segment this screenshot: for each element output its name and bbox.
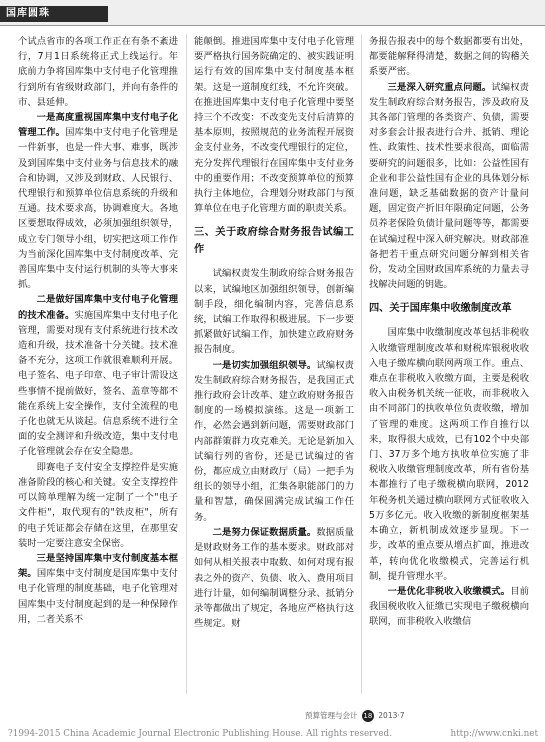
paragraph-lead: 二是做好国库集中支付电子化管理的技术准备。 (18, 294, 178, 321)
copyright-bar (8, 729, 538, 739)
paragraph (18, 551, 178, 627)
header-rule (0, 25, 545, 26)
paragraph (18, 110, 178, 292)
column-2 (194, 34, 354, 631)
copyright-url: http://www.cnki.net (450, 729, 538, 739)
column-3 (369, 34, 529, 630)
footer-info (305, 710, 405, 722)
paragraph (18, 292, 178, 459)
paragraph-lead: 三是深入研究重点问题。 (387, 81, 492, 93)
paragraph-body: 试编权责发生制政府综合财务报告，是我国正式推行政府会计改革、建立政府财务报告制度的一场模拟演练。这是一项新工作，必然会遇到新问题，需要财政部门内部群策群力攻克难关。无论是新加入试编行列的省份，还是已试编过的省份，都应成立由财政厅（局）一把手为组长的领导小组，汇集各职能部门的力量和智慧，确保圆满完成试编工作任务。 (194, 359, 354, 523)
paragraph-body: 数据质量是财政财务工作的基本要求。财政部对如何从相关报表中取数、如何对现有报表之外的资产、负债、收入、费用项目进行计量，如何编制调整分录、抵销分录等都做出了规定，各地应严格执行这些规定。财 (194, 526, 354, 630)
paragraph-body: 实施国库集中支付电子化管理，需要对现有支付系统进行技术改造和升级，技术准备十分关键。技术准备不充分，这项工作就很难顺利开展。电子签名、电子印章、电子审计需设这些事情不提前做好，签名、盖章等都不能在系统上安全操作，支付全流程的电子化也就无从谈起。信息系统不进行全面的安全测评和升级改造，集中支付电子化管理就会存在安全隐患。 (18, 309, 178, 458)
copyright-text: ?1994-2015 China Academic Journal Electronic Publishing House. All rights reserved. (8, 729, 392, 739)
section-label: 国库圆珠 (0, 6, 108, 22)
column-divider (361, 34, 362, 694)
paragraph-body: 国库集中支付电子化管理是一件新事，也是一件大事、难事，既涉及到国库集中支付业务与信息技术的融合和协调，又涉及到财政、人民银行、代理银行和预算单位信息系统的升级和互通。技术要求高，协调难度大。各地区要想取得成效，必须加强组织领导，成立专门领导小组，切实把这项工作作为当前深化国库集中支付制度改革、完善国库集中支付运行机制的头等大事来抓。 (18, 127, 178, 291)
paragraph: 即赛电子支付安全支撑控件是实施准备阶段的核心和关键。安全支撑控件可以简单理解为统一定制了一个"电子文件柜"，取代现有的"铁皮柜"，所有的电子凭证都会存储在这里，在那里安装时一定要注意安全保密。 (18, 461, 178, 549)
page-header (0, 0, 545, 26)
page-number: 18 (363, 712, 373, 720)
issue-label: 2013·7 (378, 711, 405, 720)
column-1 (18, 34, 178, 627)
paragraph (194, 525, 354, 631)
paragraph (194, 358, 354, 525)
paragraph: 国库集中收缴制度改革包括非税收入收缴管理制度改革和财税库银税收收入电子缴库横向联网两项工作。重点、难点在非税收入收缴方面，主要是税收收入由税务机关统一征收，而非税收入由不同部门的执收单位负责收缴，增加了管理的难度。这两项工作自推行以来，取得很大成效，已有102个中央部门、37万多个地方执收单位实施了非税收入收缴管理制度改革，所有省份基本都推行了电子缴税横向联网，2012年税务机关通过横向联网方式征收收入5万多亿元。收入收缴的新制度框架基本确立，新机制成效逐步显现。下一步，改革的重点要从增点扩面，推进改革，转向优化收缴模式，完善运行机制，提升管理水平。 (369, 327, 529, 582)
paragraph-body: 试编权责发生制政府综合财务报告，涉及政府及其各部门管理的各类资产、负债，需要对多套会计报表进行合并、抵销、理论性、政策性、技术性要求很高，面临需要研究的问题很多，比如：公益性国有企业和非公益性国有企业的具体划分标准问题，缺乏基础数据的资产计量问题，固定资产折旧年限确定问题，公务员养老保险负债计量问题等等，都需要在试编过程中深入研究解决。财政部准备把若干重点研究问题分解到相关省份，发动全国财政国库系统的力量去寻找解决问题的钥匙。 (369, 81, 529, 291)
paragraph: 试编权责发生制政府综合财务报告以来，试编地区加强组织领导，创新编制手段，细化编制内容，完善信息系统，试编工作取得积极进展。下一步要抓紧做好试编工作，加快建立政府财务报告制度。 (194, 268, 354, 356)
paragraph-body: 目前我国税收收入征缴已实现电子缴税横向联网，而非税收入收缴信 (369, 585, 529, 628)
column-divider (186, 34, 187, 694)
section-heading: 四、关于国库集中收缴制度改革 (369, 303, 512, 315)
paragraph: 务报告报表中的每个数据都要有出处，都要能解释得清楚，数据之间的钩稽关系要严密。 (369, 36, 529, 78)
paragraph-lead: 一是切实加强组织领导。 (212, 359, 317, 371)
paragraph-lead: 一是高度重视国库集中支付电子化管理工作。 (18, 112, 178, 139)
paragraph-body: 国库集中支付制度是国库集中支付电子化管理的制度基础，电子化管理对国库集中支付制度起到的是一种保障作用，二者关系不 (18, 568, 178, 625)
paragraph-lead: 一是优化非税收入收缴模式。 (387, 585, 511, 597)
paragraph-lead: 二是努力保证数据质量。 (212, 526, 317, 538)
paragraph (369, 584, 529, 630)
magazine-name: 预算管理与会计 (305, 711, 358, 720)
page-footer (0, 708, 545, 728)
paragraph: 能颠倒。推进国库集中支付电子化管理要严格执行国务院确定的、被实践证明运行有效的国库集中支付制度基本框架。这是一道制度红线，不允许突破。在推进国库集中支付电子化管理中要坚持三个不改变：不改变先支付后清算的基本原则，按照规范的业务流程开展资金支付业务，不改变代理银行的定位，充分发挥代理银行在国库集中支付业务中的重要作用；不改变预算单位的预算执行主体地位，合理划分财政部门与预算单位在电子化管理方面的职责关系。 (194, 36, 354, 215)
paragraph-lead: 三是坚持国库集中支付制度基本框架。 (18, 552, 178, 580)
section-heading: 三、关于政府综合财务报告试编工作 (194, 227, 354, 256)
paragraph (369, 80, 529, 293)
paragraph: 个试点省市的各项工作正在有条不紊进行，7月1日系统将正式上线运行。年底前力争将国库集中支付电子化管理推行到所有省级财政部门，并向有条件的市、县延伸。 (18, 36, 178, 108)
